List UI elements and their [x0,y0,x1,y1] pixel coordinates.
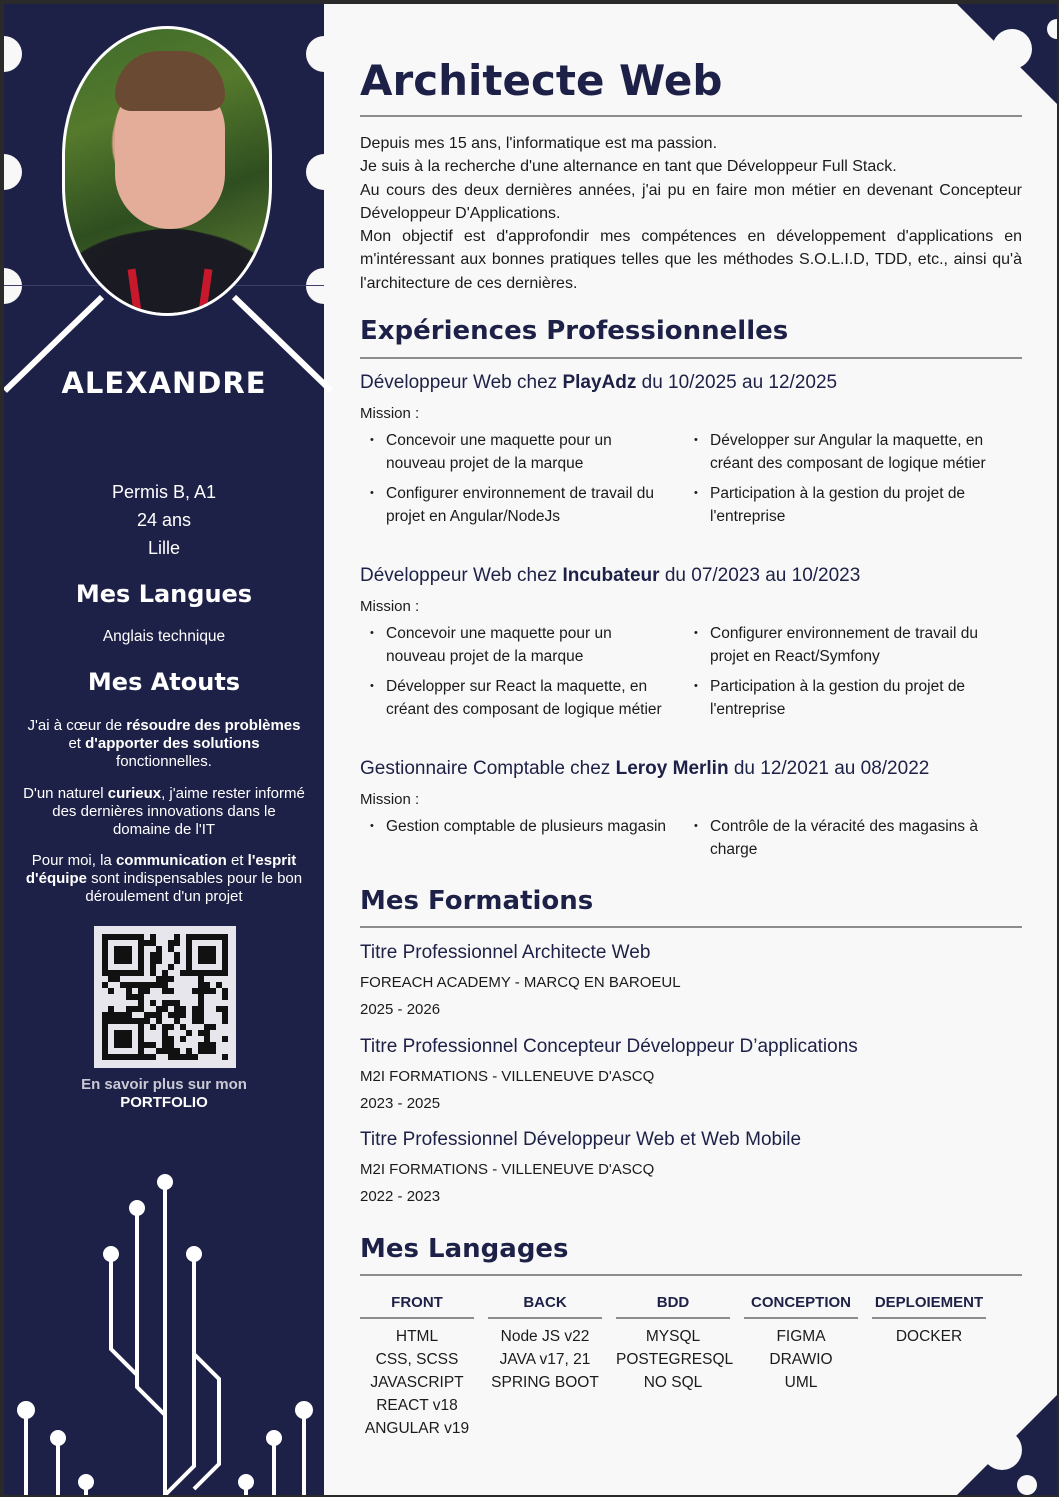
mission-label: Mission : [360,405,420,422]
asset-item: D'un naturel curieux, j'aime rester informé des dernières innovations dans le domaine de l'IT [23,785,305,838]
assets-heading: Mes Atouts [87,668,241,696]
mission-label: Mission : [360,598,420,615]
mission-item: • Concevoir une maquette pour un nouveau projet de la marque [360,622,684,668]
notch-decoration [306,268,342,304]
resume-page [4,4,1057,1495]
notch-decoration [306,154,342,190]
asset-item: J'ai à cœur de résoudre des problèmes et d'apporter des solutions fonctionnelles. [27,717,301,770]
mission-item: • Contrôle de la véracité des magasins à charge [684,815,1008,861]
mission-list [360,429,1022,528]
notch-decoration [4,154,22,190]
formation-school: M2I FORMATIONS - VILLENEUVE D'ASCQ [360,1161,655,1178]
info-license: Permis B, A1 [111,482,217,502]
corner-decoration-top [957,4,1057,104]
sidebar [4,4,324,1495]
experiences-heading: Expériences Professionnelles [360,316,789,346]
formation-years: 2022 - 2023 [360,1188,441,1205]
candidate-name: ALEXANDRE [61,366,267,400]
intro-line: Depuis mes 15 ans, l'informatique est ma passion. [360,135,718,152]
experience-title: Développeur Web chez PlayAdz du 10/2025 au 12/2025 [360,372,838,393]
notch-decoration [4,268,22,304]
language-item: Anglais technique [102,628,226,645]
personal-info [4,478,324,562]
corner-decoration-bottom [957,1395,1057,1495]
mission-item: • Concevoir une maquette pour un nouveau projet de la marque [360,429,684,475]
formations-heading: Mes Formations [360,886,594,916]
info-age: 24 ans [136,510,192,530]
divider [360,926,1022,928]
mission-list [360,815,1022,861]
intro-line: Je suis à la recherche d'une alternance en tant que Développeur Full Stack. [360,158,897,176]
company-name: PlayAdz [562,372,637,393]
skills-column-back: BACK Node JS v22 JAVA v17, 21 SPRING BOOT [488,1294,602,1440]
portfolio-label: PORTFOLIO [120,1094,208,1111]
skills-table [360,1294,986,1440]
mission-label: Mission : [360,791,420,808]
formation-school: FOREACH ACADEMY - MARCQ EN BAROEUL [360,974,681,991]
mission-list [360,622,1022,721]
mission-item: • Participation à la gestion du projet de l'entreprise [684,675,1008,721]
asset-item: Pour moi, la communication et l'esprit d'équipe sont indispensables pour le bon déroulement d'un projet [25,852,303,905]
notch-decoration [306,36,342,72]
intro-line: Mon objectif est d'approfondir mes compétences en développement d'applications en m'intéressant aux bonnes pratiques telles que les méthodes S.O.L.I.D, TDD, etc., ainsi qu'à l'architecture de ces dernières. [360,228,1022,292]
formation-title: Titre Professionnel Développeur Web et Web Mobile [360,1129,802,1150]
notch-decoration [4,36,22,72]
divider [360,357,1022,359]
job-title-heading: Architecte Web [360,56,723,105]
mission-item: • Développer sur React la maquette, en créant des composant de logique métier [360,675,684,721]
info-city: Lille [147,538,181,558]
mission-item: • Participation à la gestion du projet de l'entreprise [684,482,1008,528]
mission-item: • Développer sur Angular la maquette, en créant des composant de logique métier [684,429,1008,475]
portfolio-qr-code[interactable] [94,926,236,1068]
experience-title: Développeur Web chez Incubateur du 07/2023 au 10/2023 [360,565,861,586]
divider [360,1274,1022,1276]
formation-years: 2025 - 2026 [360,1001,441,1018]
formation-years: 2023 - 2025 [360,1095,441,1112]
experience-title: Gestionnaire Comptable chez Leroy Merlin du 12/2021 au 08/2022 [360,758,930,779]
profile-photo [62,26,272,316]
portfolio-link[interactable] [4,1076,324,1112]
portfolio-caption: En savoir plus sur mon [81,1076,247,1093]
intro-line: Au cours des deux dernières années, j'ai pu en faire mon métier en devenant Concepteur Développeur D'Applications. [360,181,1022,222]
intro-paragraph [360,132,1022,295]
skills-column-conception: CONCEPTION FIGMA DRAWIO UML [744,1294,858,1440]
skills-heading: Mes Langages [360,1234,569,1264]
company-name: Leroy Merlin [615,758,729,779]
skills-column-deploiement: DEPLOIEMENT DOCKER [872,1294,986,1440]
mission-item: • Configurer environnement de travail du projet en React/Symfony [684,622,1008,668]
formation-school: M2I FORMATIONS - VILLENEUVE D'ASCQ [360,1068,655,1085]
formation-title: Titre Professionnel Architecte Web [360,942,651,963]
mission-item: • Configurer environnement de travail du projet en Angular/NodeJs [360,482,684,528]
languages-heading: Mes Langues [75,580,253,608]
circuit-decoration [4,1164,324,1495]
skills-column-front: FRONT HTML CSS, SCSS JAVASCRIPT REACT v18 ANGULAR v19 [360,1294,474,1440]
divider [360,115,1022,117]
qr-code-icon [102,934,228,1060]
formation-title: Titre Professionnel Concepteur Développeur D’applications [360,1036,858,1057]
company-name: Incubateur [562,565,660,586]
mission-item: • Gestion comptable de plusieurs magasin [360,815,684,861]
skills-column-bdd: BDD MYSQL POSTEGRESQL NO SQL [616,1294,734,1391]
